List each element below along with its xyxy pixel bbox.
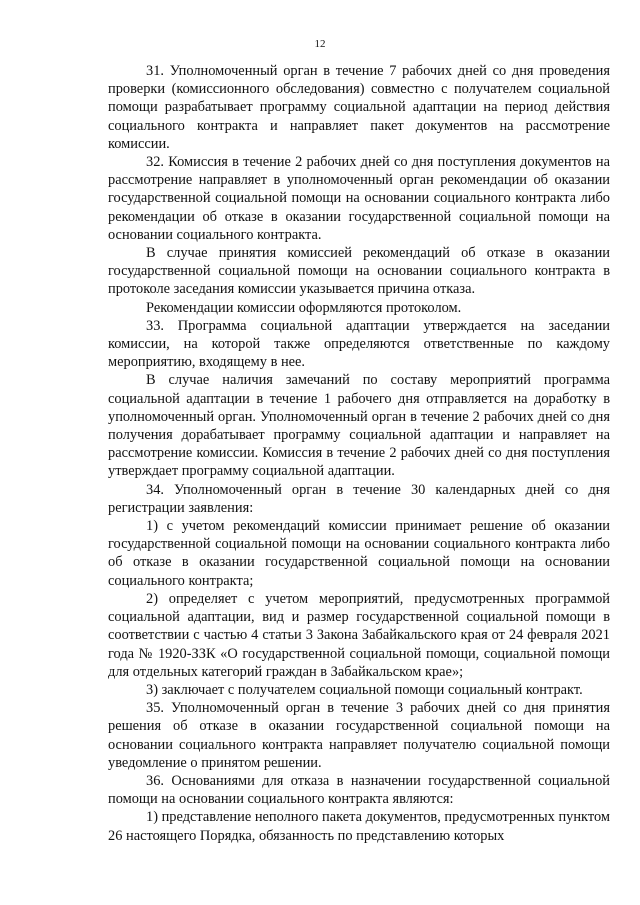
paragraph-31: 31. Уполномоченный орган в течение 7 рабочих дней со дня проведения проверки (комиссионного обследования) совместно с получателем социальной помощи разрабатывает программу социальной адаптации на период действия социального контракта и направляет пакет документов на рассмотрение комиссии. [108,63,610,152]
paragraph-35: 35. Уполномоченный орган в течение 3 рабочих дней со дня принятия решения об отказе в оказании государственной социальной помощи на основании социального контракта направляет получателю социальной помощи уведомление о принятом решении. [108,700,610,771]
document-body [108,62,610,845]
page-number: 12 [314,38,326,50]
paragraph-34-item-1: 1) с учетом рекомендаций комиссии принимает решение об оказании государственной социальной помощи на основании социального контракта либо об отказе в оказании государственной социальной помощи на основании социального контракта; [108,518,610,589]
paragraph-34: 34. Уполномоченный орган в течение 30 календарных дней со дня регистрации заявления: [108,481,610,516]
paragraph-32-protocol: Рекомендации комиссии оформляются протоколом. [146,299,462,316]
paragraph-33: 33. Программа социальной адаптации утверждается на заседании комиссии, на которой также определяются ответственные по каждому мероприятию, входящему в нее. [108,317,610,371]
paragraph-32: 32. Комиссия в течение 2 рабочих дней со дня поступления документов на рассмотрение направляет в уполномоченный орган рекомендации об оказании государственной социальной помощи на основании социального контракта либо рекомендации об отказе в оказании государственной социальной помощи на основании социального контракта. [108,154,610,243]
paragraph-33-remarks: В случае наличия замечаний по составу мероприятий программа социальной адаптации в течение 1 рабочего дня отправляется на доработку в уполномоченный орган. Уполномоченный орган в течение 2 рабочих дней со дня получения дорабатывает программу социальной адаптации и направляет на рассмотрение комиссии. Комиссия в течение 2 рабочих дней со дня поступления утверждает программу социальной адаптации. [108,372,610,480]
paragraph-34-item-3: 3) заключает с получателем социальной помощи социальный контракт. [146,681,583,698]
paragraph-36: 36. Основаниями для отказа в назначении государственной социальной помощи на основании социального контракта являются: [108,772,610,808]
paragraph-34-item-2: 2) определяет с учетом мероприятий, предусмотренных программой социальной адаптации, вид и размер государственной социальной помощи в соответствии с частью 4 статьи 3 Закона Забайкальского края от 24 февраля 2021 года № 1920-ЗЗК «О государственной социальной помощи, социальной помощи для отдельных категорий граждан в Забайкальском крае»; [108,590,610,680]
paragraph-32-refusal: В случае принятия комиссией рекомендаций об отказе в оказании государственной социальной помощи на основании социального контракта в протоколе заседания комиссии указывается причина отказа. [108,245,610,298]
paragraph-36-item-1: 1) представление неполного пакета документов, предусмотренных пунктом 26 настоящего Порядка, обязанность по представлению которых [108,809,610,844]
